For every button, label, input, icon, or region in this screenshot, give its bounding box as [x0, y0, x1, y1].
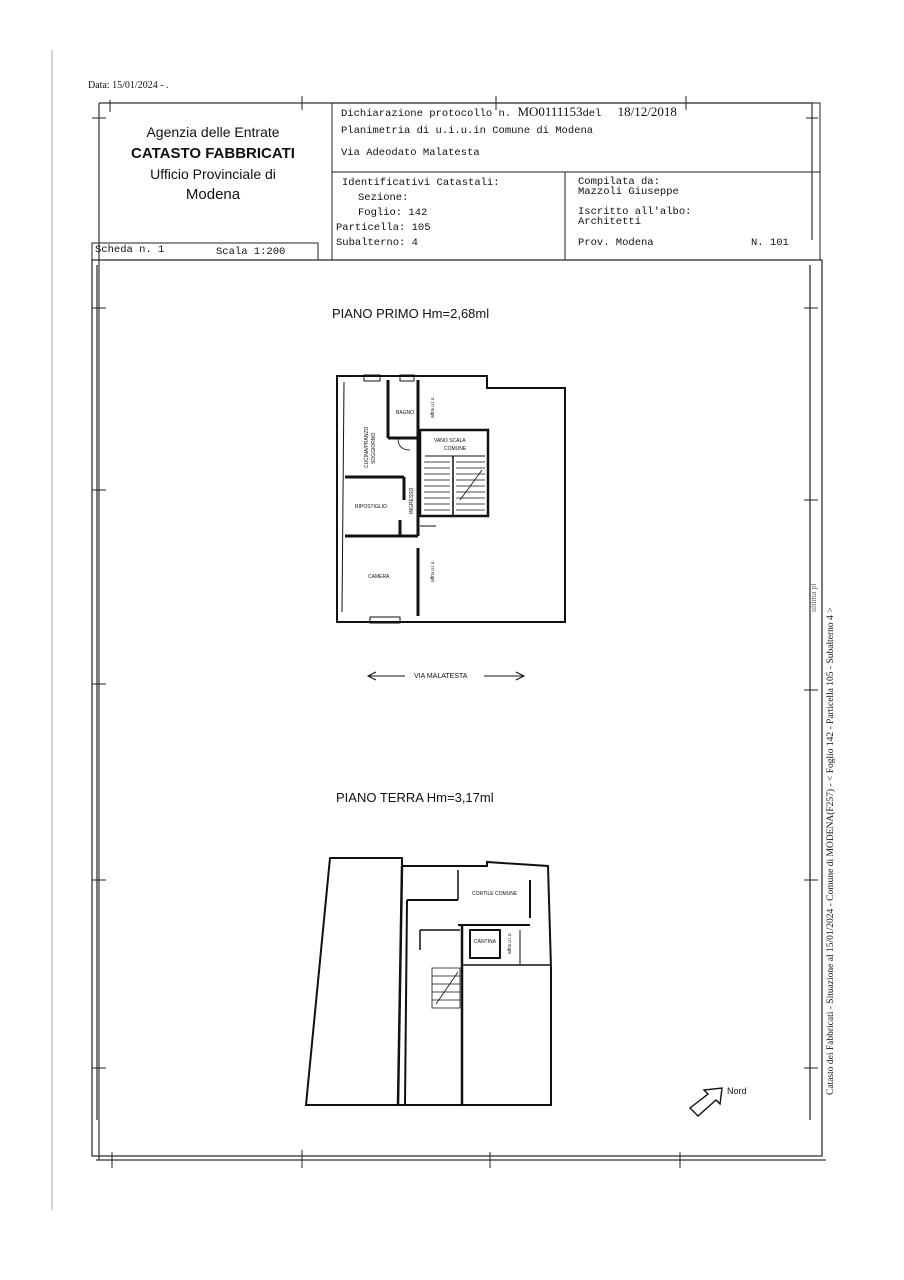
planimetry-line: Planimetria di u.i.u.in Comune di Modena: [341, 125, 594, 137]
particella: Particella: 105: [336, 222, 431, 234]
agency-city: Modena: [185, 186, 241, 203]
compiler-name: Mazzoli Giuseppe: [578, 186, 679, 198]
protocol-date-label: del: [582, 108, 602, 120]
street-label: VIA MALATESTA: [414, 673, 468, 680]
print-date: Data: 15/01/2024 - .: [88, 80, 169, 91]
room-bagno: BAGNO: [396, 410, 415, 416]
subalterno: Subalterno: 4: [336, 237, 418, 249]
room-altra-uiu-bottom: altra u.i.u.: [430, 560, 436, 582]
scheda-scale: Scala 1:200: [216, 246, 286, 258]
room-altra-uiu-ground: altra u.i.u.: [507, 932, 513, 954]
compiler-label: Compilata da:: [578, 176, 660, 188]
room-cantina: CANTINA: [474, 939, 496, 945]
room-cortile-comune: CORTILE COMUNE: [472, 891, 518, 897]
room-altra-uiu-top: altra u.i.u.: [430, 396, 436, 418]
first-floor-title: PIANO PRIMO Hm=2,68ml: [332, 306, 490, 321]
registry-number: N. 101: [751, 237, 789, 249]
side-note: Catasto dei Fabbricati - Situazione al 15/01/2024 - Comune di MODENA(F257) - < Foglio 142 - Particella 105 - Subalterno 4 >: [826, 607, 836, 1095]
scheda-label: Scheda n. 1: [95, 244, 165, 256]
identifiers-title: Identificativi Catastali:: [342, 177, 500, 189]
protocol-label: Dichiarazione protocollo n.: [341, 108, 512, 120]
protocol-date: 18/12/2018: [617, 104, 677, 119]
room-soggiorno: SOGGIORNO: [371, 432, 377, 464]
protocol-line: [341, 104, 677, 120]
tick-marks: [92, 96, 818, 1168]
plan-first-floor: [337, 375, 565, 623]
north-arrow-icon: [690, 1088, 722, 1116]
registry-label: Iscritto all'albo:: [578, 206, 692, 218]
protocol-number: MO0111153: [517, 104, 583, 119]
room-vano-scala: VANO SCALA: [434, 438, 466, 444]
room-ingresso: INGRESSO: [409, 487, 415, 514]
sezione: Sezione:: [358, 192, 409, 204]
drawing-frame: [92, 260, 822, 1156]
north-label: Nord: [727, 1086, 747, 1096]
agency-catasto: CATASTO FABBRICATI: [131, 145, 295, 162]
province: Prov. Modena: [578, 237, 654, 249]
agency-name: Agenzia delle Entrate: [146, 124, 280, 140]
address-line: Via Adeodato Malatesta: [341, 147, 480, 159]
agency-office: Ufficio Provinciale di: [150, 166, 276, 182]
registry-value: Architetti: [578, 216, 642, 228]
room-ripostiglio: RIPOSTIGLIO: [355, 504, 387, 510]
room-cucina: CUCINA/PRANZO: [364, 426, 370, 468]
room-comune: COMUNE: [444, 446, 467, 452]
room-camera: CAMERA: [368, 574, 390, 580]
ground-floor-title: PIANO TERRA Hm=3,17ml: [336, 790, 494, 805]
side-stamp: ultima pl: [809, 583, 818, 612]
foglio: Foglio: 142: [358, 207, 428, 219]
